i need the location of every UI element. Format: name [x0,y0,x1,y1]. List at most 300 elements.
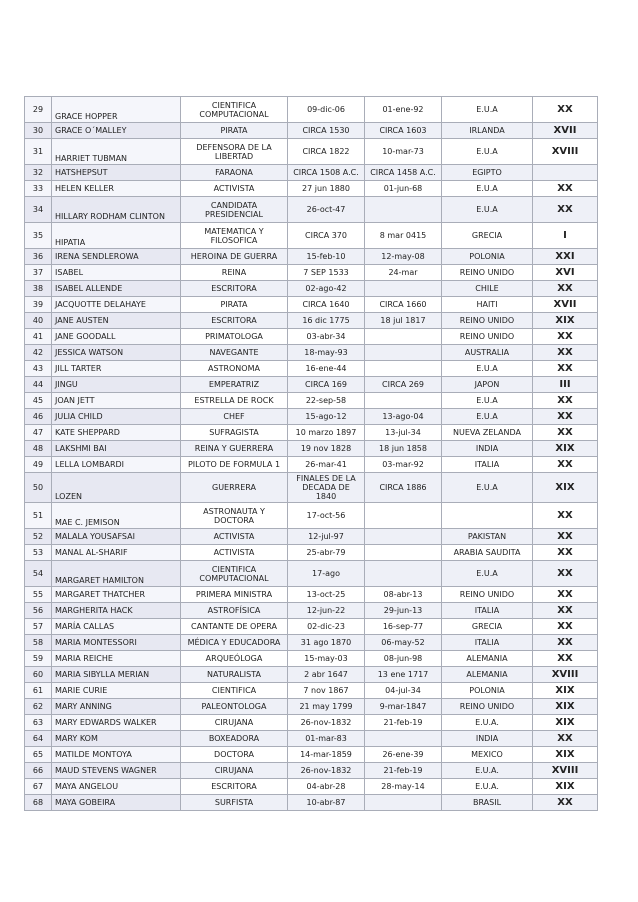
occupation-cell: EMPERATRIZ [181,377,288,393]
death-date-cell: 29-jun-13 [365,603,442,619]
birth-date-cell: 10 marzo 1897 [288,425,365,441]
occupation-cell: ASTRONOMA [181,361,288,377]
row-number-cell: 62 [25,699,52,715]
row-number-cell: 47 [25,425,52,441]
birth-date-cell: CIRCA 370 [288,223,365,249]
death-date-cell [365,503,442,529]
death-date-cell [365,329,442,345]
birth-date-cell: 01-mar-83 [288,731,365,747]
birth-date-cell: 19 nov 1828 [288,441,365,457]
person-name-cell: JACQUOTTE DELAHAYE [52,297,181,313]
occupation-cell: NATURALISTA [181,667,288,683]
century-cell: XIX [533,747,598,763]
occupation-cell: SUFRAGISTA [181,425,288,441]
table-body [25,97,598,811]
row-number-cell: 35 [25,223,52,249]
occupation-cell: HEROINA DE GUERRA [181,249,288,265]
table-row [25,249,598,265]
death-date-cell: CIRCA 269 [365,377,442,393]
country-cell: ITALIA [442,603,533,619]
birth-date-cell: CIRCA 169 [288,377,365,393]
table-row [25,181,598,197]
table-row [25,297,598,313]
death-date-cell [365,529,442,545]
birth-date-cell: 15-feb-10 [288,249,365,265]
person-name-cell: MALALA YOUSAFSAI [52,529,181,545]
country-cell: E.U.A [442,393,533,409]
century-cell: XVIII [533,139,598,165]
death-date-cell [365,281,442,297]
table-row [25,763,598,779]
birth-date-cell: 02-dic-23 [288,619,365,635]
death-date-cell [365,345,442,361]
birth-date-cell: 26-nov-1832 [288,763,365,779]
person-name-cell: LOZEN [52,473,181,503]
birth-date-cell: 14-mar-1859 [288,747,365,763]
person-name-cell: HARRIET TUBMAN [52,139,181,165]
century-cell: XX [533,345,598,361]
table-row [25,425,598,441]
row-number-cell: 43 [25,361,52,377]
occupation-cell: MATEMATICA Y FILOSOFICA [181,223,288,249]
country-cell: E.U.A [442,197,533,223]
country-cell: E.U.A [442,97,533,123]
country-cell: IRLANDA [442,123,533,139]
row-number-cell: 60 [25,667,52,683]
table-row [25,779,598,795]
birth-date-cell: 13-oct-25 [288,587,365,603]
century-cell: XX [533,529,598,545]
row-number-cell: 54 [25,561,52,587]
occupation-cell: CHEF [181,409,288,425]
occupation-cell: REINA Y GUERRERA [181,441,288,457]
birth-date-cell: 16-ene-44 [288,361,365,377]
century-cell: XX [533,457,598,473]
occupation-cell: REINA [181,265,288,281]
table-row [25,345,598,361]
row-number-cell: 30 [25,123,52,139]
birth-date-cell: CIRCA 1640 [288,297,365,313]
death-date-cell: 13 ene 1717 [365,667,442,683]
table-row [25,197,598,223]
century-cell: XVIII [533,667,598,683]
person-name-cell: MARIA MONTESSORI [52,635,181,651]
century-cell: XX [533,97,598,123]
table-row [25,795,598,811]
person-name-cell: JOAN JETT [52,393,181,409]
person-name-cell: GRACE HOPPER [52,97,181,123]
death-date-cell: 21-feb-19 [365,715,442,731]
row-number-cell: 59 [25,651,52,667]
birth-date-cell: 18-may-93 [288,345,365,361]
row-number-cell: 50 [25,473,52,503]
person-name-cell: MARY EDWARDS WALKER [52,715,181,731]
table-row [25,281,598,297]
person-name-cell: HILLARY RODHAM CLINTON [52,197,181,223]
person-name-cell: MARGHERITA HACK [52,603,181,619]
row-number-cell: 39 [25,297,52,313]
country-cell: INDIA [442,731,533,747]
table-row [25,651,598,667]
birth-date-cell: 21 may 1799 [288,699,365,715]
country-cell: AUSTRALIA [442,345,533,361]
death-date-cell: 10-mar-73 [365,139,442,165]
row-number-cell: 46 [25,409,52,425]
birth-date-cell: 2 abr 1647 [288,667,365,683]
century-cell: XIX [533,779,598,795]
occupation-cell: CIRUJANA [181,715,288,731]
country-cell: GRECIA [442,619,533,635]
table-row [25,619,598,635]
occupation-cell: CIENTIFICA [181,683,288,699]
death-date-cell: 8 mar 0415 [365,223,442,249]
country-cell: GRECIA [442,223,533,249]
person-name-cell: MANAL AL-SHARIF [52,545,181,561]
table-row [25,561,598,587]
century-cell: XIX [533,473,598,503]
row-number-cell: 55 [25,587,52,603]
table-row [25,393,598,409]
death-date-cell: 18 jul 1817 [365,313,442,329]
table-row [25,165,598,181]
country-cell: HAITI [442,297,533,313]
century-cell: XX [533,603,598,619]
table-row [25,603,598,619]
death-date-cell: 03-mar-92 [365,457,442,473]
century-cell: XX [533,329,598,345]
birth-date-cell: 12-jul-97 [288,529,365,545]
country-cell: E.U.A. [442,715,533,731]
century-cell: XIX [533,683,598,699]
country-cell: REINO UNIDO [442,329,533,345]
person-name-cell: JILL TARTER [52,361,181,377]
country-cell: EGIPTO [442,165,533,181]
century-cell: XIX [533,715,598,731]
person-name-cell: IRENA SENDLEROWA [52,249,181,265]
century-cell: XX [533,635,598,651]
table-row [25,731,598,747]
person-name-cell: MAYA GOBEIRA [52,795,181,811]
occupation-cell: ASTROFÍSICA [181,603,288,619]
occupation-cell: ACTIVISTA [181,181,288,197]
death-date-cell: 06-may-52 [365,635,442,651]
row-number-cell: 34 [25,197,52,223]
century-cell: III [533,377,598,393]
person-name-cell: LAKSHMI BAI [52,441,181,457]
row-number-cell: 52 [25,529,52,545]
row-number-cell: 61 [25,683,52,699]
occupation-cell: ACTIVISTA [181,545,288,561]
occupation-cell: ESCRITORA [181,313,288,329]
person-name-cell: MARGARET HAMILTON [52,561,181,587]
country-cell: BRASIL [442,795,533,811]
person-name-cell: MAE C. JEMISON [52,503,181,529]
occupation-cell: NAVEGANTE [181,345,288,361]
century-cell: XIX [533,699,598,715]
occupation-cell: FARAONA [181,165,288,181]
occupation-cell: ASTRONAUTA Y DOCTORA [181,503,288,529]
country-cell: REINO UNIDO [442,265,533,281]
birth-date-cell: 27 jun 1880 [288,181,365,197]
row-number-cell: 45 [25,393,52,409]
row-number-cell: 36 [25,249,52,265]
death-date-cell [365,393,442,409]
century-cell: XX [533,503,598,529]
table-row [25,667,598,683]
century-cell: I [533,223,598,249]
row-number-cell: 48 [25,441,52,457]
row-number-cell: 49 [25,457,52,473]
occupation-cell: MÉDICA Y EDUCADORA [181,635,288,651]
death-date-cell [365,197,442,223]
century-cell [533,165,598,181]
occupation-cell: PIRATA [181,123,288,139]
table-row [25,715,598,731]
country-cell: E.U.A. [442,779,533,795]
death-date-cell: CIRCA 1886 [365,473,442,503]
occupation-cell: DEFENSORA DE LA LIBERTAD [181,139,288,165]
occupation-cell: CIRUJANA [181,763,288,779]
death-date-cell: 28-may-14 [365,779,442,795]
country-cell: PAKISTAN [442,529,533,545]
table-row [25,441,598,457]
row-number-cell: 33 [25,181,52,197]
row-number-cell: 44 [25,377,52,393]
person-name-cell: MARIA SIBYLLA MERIAN [52,667,181,683]
occupation-cell: CIENTIFICA COMPUTACIONAL [181,561,288,587]
birth-date-cell: 09-dic-06 [288,97,365,123]
table-row [25,683,598,699]
country-cell: E.U.A [442,181,533,197]
century-cell: XX [533,587,598,603]
century-cell: XIX [533,441,598,457]
row-number-cell: 38 [25,281,52,297]
century-cell: XX [533,425,598,441]
occupation-cell: PILOTO DE FORMULA 1 [181,457,288,473]
person-name-cell: MAUD STEVENS WAGNER [52,763,181,779]
person-name-cell: ISABEL [52,265,181,281]
birth-date-cell: 17-oct-56 [288,503,365,529]
row-number-cell: 66 [25,763,52,779]
birth-date-cell: CIRCA 1508 A.C. [288,165,365,181]
row-number-cell: 56 [25,603,52,619]
century-cell: XX [533,731,598,747]
occupation-cell: PRIMERA MINISTRA [181,587,288,603]
occupation-cell: ARQUEÓLOGA [181,651,288,667]
death-date-cell: 01-ene-92 [365,97,442,123]
country-cell: E.U.A. [442,763,533,779]
occupation-cell: CIENTIFICA COMPUTACIONAL [181,97,288,123]
occupation-cell: CANDIDATA PRESIDENCIAL [181,197,288,223]
occupation-cell: PALEONTOLOGA [181,699,288,715]
table-row [25,587,598,603]
country-cell [442,503,533,529]
occupation-cell: PRIMATOLOGA [181,329,288,345]
row-number-cell: 53 [25,545,52,561]
century-cell: XX [533,561,598,587]
person-name-cell: MAYA ANGELOU [52,779,181,795]
person-name-cell: JANE AUSTEN [52,313,181,329]
person-name-cell: GRACE O´MALLEY [52,123,181,139]
century-cell: XVII [533,297,598,313]
birth-date-cell: 12-jun-22 [288,603,365,619]
death-date-cell: 13-ago-04 [365,409,442,425]
death-date-cell: CIRCA 1660 [365,297,442,313]
row-number-cell: 51 [25,503,52,529]
birth-date-cell: 03-abr-34 [288,329,365,345]
century-cell: XVII [533,123,598,139]
death-date-cell [365,545,442,561]
person-name-cell: MATILDE MONTOYA [52,747,181,763]
birth-date-cell: 31 ago 1870 [288,635,365,651]
death-date-cell: CIRCA 1458 A.C. [365,165,442,181]
birth-date-cell: 25-abr-79 [288,545,365,561]
table-row [25,503,598,529]
person-name-cell: JULIA CHILD [52,409,181,425]
person-name-cell: ISABEL ALLENDE [52,281,181,297]
century-cell: XX [533,545,598,561]
birth-date-cell: 7 SEP 1533 [288,265,365,281]
row-number-cell: 67 [25,779,52,795]
country-cell: MEXICO [442,747,533,763]
person-name-cell: HATSHEPSUT [52,165,181,181]
occupation-cell: ESCRITORA [181,779,288,795]
death-date-cell: 04-jul-34 [365,683,442,699]
women-table [24,96,598,811]
death-date-cell [365,731,442,747]
death-date-cell [365,561,442,587]
century-cell: XIX [533,313,598,329]
century-cell: XX [533,361,598,377]
birth-date-cell: 26-mar-41 [288,457,365,473]
country-cell: E.U.A [442,561,533,587]
century-cell: XX [533,281,598,297]
death-date-cell: 12-may-08 [365,249,442,265]
century-cell: XX [533,651,598,667]
row-number-cell: 63 [25,715,52,731]
row-number-cell: 58 [25,635,52,651]
person-name-cell: MARIE CURIE [52,683,181,699]
country-cell: E.U.A [442,409,533,425]
country-cell: REINO UNIDO [442,587,533,603]
country-cell: NUEVA ZELANDA [442,425,533,441]
table-row [25,223,598,249]
birth-date-cell: 26-nov-1832 [288,715,365,731]
occupation-cell: ACTIVISTA [181,529,288,545]
row-number-cell: 68 [25,795,52,811]
birth-date-cell: 15-ago-12 [288,409,365,425]
table-row [25,361,598,377]
death-date-cell: 01-jun-68 [365,181,442,197]
table-row [25,265,598,281]
occupation-cell: ESCRITORA [181,281,288,297]
country-cell: REINO UNIDO [442,699,533,715]
birth-date-cell: 17-ago [288,561,365,587]
table-row [25,635,598,651]
century-cell: XX [533,181,598,197]
occupation-cell: CANTANTE DE OPERA [181,619,288,635]
birth-date-cell: 22-sep-58 [288,393,365,409]
birth-date-cell: 26-oct-47 [288,197,365,223]
century-cell: XVI [533,265,598,281]
death-date-cell: 08-jun-98 [365,651,442,667]
death-date-cell: 08-abr-13 [365,587,442,603]
country-cell: POLONIA [442,249,533,265]
row-number-cell: 42 [25,345,52,361]
death-date-cell: 24-mar [365,265,442,281]
death-date-cell: 21-feb-19 [365,763,442,779]
death-date-cell [365,795,442,811]
country-cell: POLONIA [442,683,533,699]
occupation-cell: DOCTORA [181,747,288,763]
country-cell: ITALIA [442,635,533,651]
century-cell: XX [533,197,598,223]
death-date-cell: 26-ene-39 [365,747,442,763]
death-date-cell [365,361,442,377]
birth-date-cell: FINALES DE LA DECADA DE 1840 [288,473,365,503]
death-date-cell: 13-jul-34 [365,425,442,441]
birth-date-cell: CIRCA 1822 [288,139,365,165]
century-cell: XXI [533,249,598,265]
women-table-sheet [24,96,598,811]
century-cell: XX [533,795,598,811]
death-date-cell: 18 jun 1858 [365,441,442,457]
occupation-cell: ESTRELLA DE ROCK [181,393,288,409]
occupation-cell: SURFISTA [181,795,288,811]
row-number-cell: 57 [25,619,52,635]
person-name-cell: MARY KOM [52,731,181,747]
country-cell: INDIA [442,441,533,457]
death-date-cell: 9-mar-1847 [365,699,442,715]
row-number-cell: 29 [25,97,52,123]
table-row [25,699,598,715]
person-name-cell: JESSICA WATSON [52,345,181,361]
country-cell: E.U.A [442,361,533,377]
row-number-cell: 31 [25,139,52,165]
table-row [25,545,598,561]
country-cell: JAPON [442,377,533,393]
table-row [25,473,598,503]
row-number-cell: 40 [25,313,52,329]
birth-date-cell: CIRCA 1530 [288,123,365,139]
birth-date-cell: 15-may-03 [288,651,365,667]
occupation-cell: BOXEADORA [181,731,288,747]
row-number-cell: 64 [25,731,52,747]
country-cell: CHILE [442,281,533,297]
century-cell: XVIII [533,763,598,779]
row-number-cell: 37 [25,265,52,281]
table-row [25,529,598,545]
table-row [25,123,598,139]
table-row [25,329,598,345]
table-row [25,409,598,425]
country-cell: REINO UNIDO [442,313,533,329]
table-row [25,139,598,165]
table-row [25,747,598,763]
table-row [25,313,598,329]
country-cell: E.U.A [442,473,533,503]
death-date-cell: CIRCA 1603 [365,123,442,139]
country-cell: ARABIA SAUDITA [442,545,533,561]
birth-date-cell: 10-abr-87 [288,795,365,811]
country-cell: ALEMANIA [442,667,533,683]
person-name-cell: JINGU [52,377,181,393]
country-cell: ALEMANIA [442,651,533,667]
row-number-cell: 41 [25,329,52,345]
table-row [25,457,598,473]
country-cell: E.U.A [442,139,533,165]
occupation-cell: PIRATA [181,297,288,313]
